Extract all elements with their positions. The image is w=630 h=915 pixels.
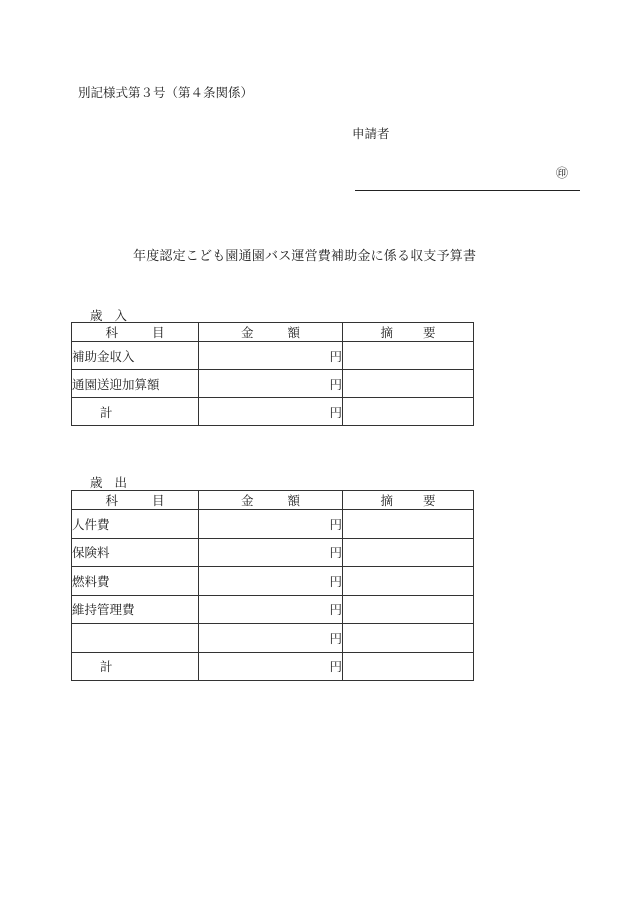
table-row — [72, 538, 474, 567]
table-row — [72, 342, 474, 370]
table-row-total — [72, 398, 474, 426]
signature-line — [355, 190, 580, 191]
subject-cell[interactable] — [72, 624, 199, 653]
subject-cell: 保険料 — [72, 538, 199, 567]
table-header-row — [72, 491, 474, 510]
remarks-cell[interactable] — [343, 567, 474, 596]
remarks-cell[interactable] — [343, 370, 474, 398]
column-header-remarks: 摘要 — [343, 491, 474, 510]
applicant-label: 申請者 — [352, 126, 390, 141]
remarks-cell[interactable] — [343, 398, 474, 426]
column-header-amount: 金額 — [199, 323, 343, 342]
document-title: 年度認定こども園通園バス運営費補助金に係る収支予算書 — [133, 249, 477, 264]
table-row-total — [72, 652, 474, 681]
table-row — [72, 567, 474, 596]
column-header-subject: 科目 — [72, 491, 199, 510]
remarks-cell[interactable] — [343, 510, 474, 539]
subject-cell-total: 計 — [72, 652, 199, 681]
subject-cell: 維持管理費 — [72, 595, 199, 624]
expense-table — [71, 490, 474, 681]
amount-cell[interactable]: 円 — [199, 624, 343, 653]
seal-icon: ㊞ — [556, 166, 569, 180]
remarks-cell[interactable] — [343, 538, 474, 567]
income-table — [71, 322, 474, 426]
amount-cell[interactable]: 円 — [199, 595, 343, 624]
table-row — [72, 510, 474, 539]
subject-cell-total: 計 — [72, 398, 199, 426]
remarks-cell[interactable] — [343, 652, 474, 681]
table-row — [72, 595, 474, 624]
amount-cell[interactable]: 円 — [199, 567, 343, 596]
amount-cell[interactable]: 円 — [199, 510, 343, 539]
table-header-row — [72, 323, 474, 342]
column-header-subject: 科目 — [72, 323, 199, 342]
subject-cell: 通園送迎加算額 — [72, 370, 199, 398]
expense-heading: 歳出 — [90, 475, 140, 490]
form-number-label: 別記様式第３号（第４条関係） — [78, 85, 254, 100]
amount-cell[interactable]: 円 — [199, 370, 343, 398]
amount-cell[interactable]: 円 — [199, 342, 343, 370]
remarks-cell[interactable] — [343, 342, 474, 370]
column-header-amount: 金額 — [199, 491, 343, 510]
amount-cell[interactable]: 円 — [199, 652, 343, 681]
amount-cell[interactable]: 円 — [199, 538, 343, 567]
remarks-cell[interactable] — [343, 624, 474, 653]
amount-cell[interactable]: 円 — [199, 398, 343, 426]
remarks-cell[interactable] — [343, 595, 474, 624]
table-row — [72, 370, 474, 398]
subject-cell: 燃料費 — [72, 567, 199, 596]
subject-cell: 人件費 — [72, 510, 199, 539]
subject-cell: 補助金収入 — [72, 342, 199, 370]
column-header-remarks: 摘要 — [343, 323, 474, 342]
income-heading: 歳入 — [90, 308, 140, 323]
table-row — [72, 624, 474, 653]
